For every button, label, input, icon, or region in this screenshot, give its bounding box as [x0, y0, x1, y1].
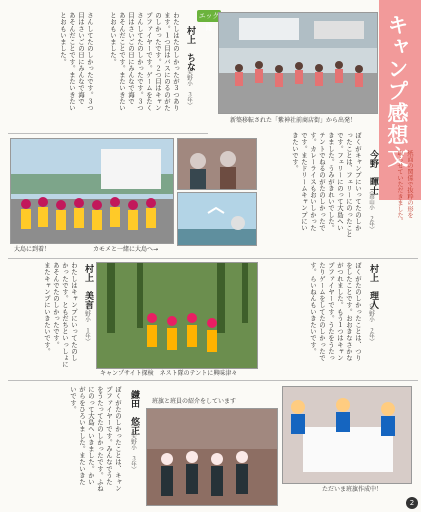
article-1-line: 目はさいごの日にみんなで海で [127, 12, 135, 105]
author-school-4: （矢野小 ２年） [368, 300, 374, 344]
page-title: キャンプ感想文 [385, 14, 409, 168]
article-1-line: あそんだことです。またいきたい [68, 12, 76, 111]
photo-ferry-group [10, 138, 174, 244]
caption-work: ただいま班旗作成中！ [322, 486, 383, 493]
photo-seagull [177, 192, 257, 246]
article-5-line: にのって大島へいきました。かい [87, 386, 95, 485]
article-2-line: テントでねるのがたのしかったで [318, 132, 326, 231]
author-school-2: （嵩山小 ２年） [368, 188, 374, 232]
author-name-3: 村上 美言 [83, 264, 93, 309]
forest-illustration [97, 263, 257, 368]
article-2-line: す。カレーライスもおいしかった [309, 132, 317, 231]
divider [8, 133, 208, 134]
lead-line-2: 取らせていただきました。 [396, 150, 403, 225]
caption-arrival: 大島に到着！ [14, 246, 51, 253]
author-name-1: 村上 ちな [185, 26, 195, 71]
article-1-line: さんしてたのしかったです。３つ [86, 12, 94, 111]
photo-forest [96, 262, 258, 369]
photo-flag-making [282, 386, 412, 484]
article-3-line: わたしはキャンプにいってたのし [70, 262, 78, 361]
article-5-line: いです。 [69, 386, 77, 413]
section-badge: エッグ隊 [198, 12, 220, 32]
article-5-line: がらをひろいました。またいきた [78, 386, 86, 485]
article-4-line: す。らいねんもいきたいです。 [309, 262, 317, 355]
article-2-line: きたいです。 [291, 132, 299, 172]
divider [8, 380, 418, 381]
photo-flag-intro [146, 408, 278, 506]
article-1-line: わたしはたのしかったが３つあり [172, 12, 180, 111]
article-2-line: きました。うみがきれいでした。 [327, 132, 335, 231]
article-4-line: がつれました。もう１つはキャン [336, 262, 344, 361]
flag-intro-illustration [147, 409, 277, 505]
author-name-2: 今野 暉士 [368, 150, 378, 195]
boat-kids-illustration [178, 139, 256, 189]
ferry-illustration [11, 139, 173, 243]
article-body-3 [10, 262, 78, 372]
article-3-line: またキャンプにいきたいです。 [43, 262, 51, 355]
author-school-3: （矢野小 １年） [84, 300, 90, 344]
photo-boat-kids [177, 138, 257, 190]
author-school-5: （矢野小 ３年） [130, 428, 136, 472]
photo-departure [218, 12, 378, 114]
article-4-line: をしたことです。おおきなさかな [345, 262, 353, 361]
article-2-line: です。またドリームキャンプにい [300, 132, 308, 231]
article-5-line: をうたってたのしかったです。ふね [96, 386, 104, 492]
article-1-line: とおもいました。 [59, 12, 67, 65]
caption-departure: 新築移転された「紫神社前商店街」から出発！ [230, 117, 357, 124]
article-1-line: さんしてたのしかったです。３つ [136, 12, 144, 111]
article-3-line: あそんでたのしかったです。 [52, 262, 60, 348]
article-5-line: ぼくがたのしかったことは、キャン [114, 386, 122, 492]
article-1-line: のしかったです。２つ目はキャン [154, 12, 162, 111]
author-name-4: 村上 理人 [368, 264, 378, 309]
article-5-line: プファイヤーです。みんなでうた [105, 386, 113, 485]
article-2-line: ぼくがキャンプにいってたのしか [354, 132, 362, 231]
article-body-4 [262, 262, 362, 378]
author-school-1: （矢野小 ３年） [186, 64, 192, 108]
article-body-1b [12, 12, 94, 130]
caption-seagull: カモメと一緒に大島へ→ [93, 246, 159, 253]
article-4-line: プファイヤーです。うたをうたっ [327, 262, 335, 361]
article-4-line: たりゲームをしてたのしかったで [318, 262, 326, 361]
article-1-line: とおもいました。 [109, 12, 117, 65]
lead-line-1: 紙面の関係で抜粋の形を [406, 150, 413, 219]
article-1-line: 目はさいごの日にみんなで海で [77, 12, 85, 105]
flag-making-illustration [283, 387, 411, 483]
article-body-5 [10, 386, 122, 506]
article-body-1 [100, 12, 180, 130]
author-name-5: 鎌田 悠正 [129, 390, 139, 435]
article-1-line: プファイヤーです。ゲームをたく [145, 12, 153, 111]
seagull-illustration [178, 193, 256, 245]
article-1-line: ます。１つ目はバスにのるのがた [163, 12, 171, 111]
article-4-line: ぼくがたのしかったことは、つり [354, 262, 362, 361]
caption-forest: キャンプサイト探検 ネスト隊のテントに興味津々 [100, 370, 238, 377]
article-body-2 [262, 132, 362, 257]
page-number: 2 [406, 497, 418, 509]
article-2-line: です。フェリーにのって大島へい [336, 132, 344, 231]
article-2-line: ったことは、フェリーにのったこと [345, 132, 353, 238]
caption-intro: 班旗と班員の紹介をしています [152, 398, 237, 405]
article-1-line: あそんだことです。またいきたい [118, 12, 126, 111]
crowd-street-illustration [219, 13, 377, 113]
article-3-line: かったです。ともだちといっしょに [61, 262, 69, 368]
divider [8, 258, 418, 259]
